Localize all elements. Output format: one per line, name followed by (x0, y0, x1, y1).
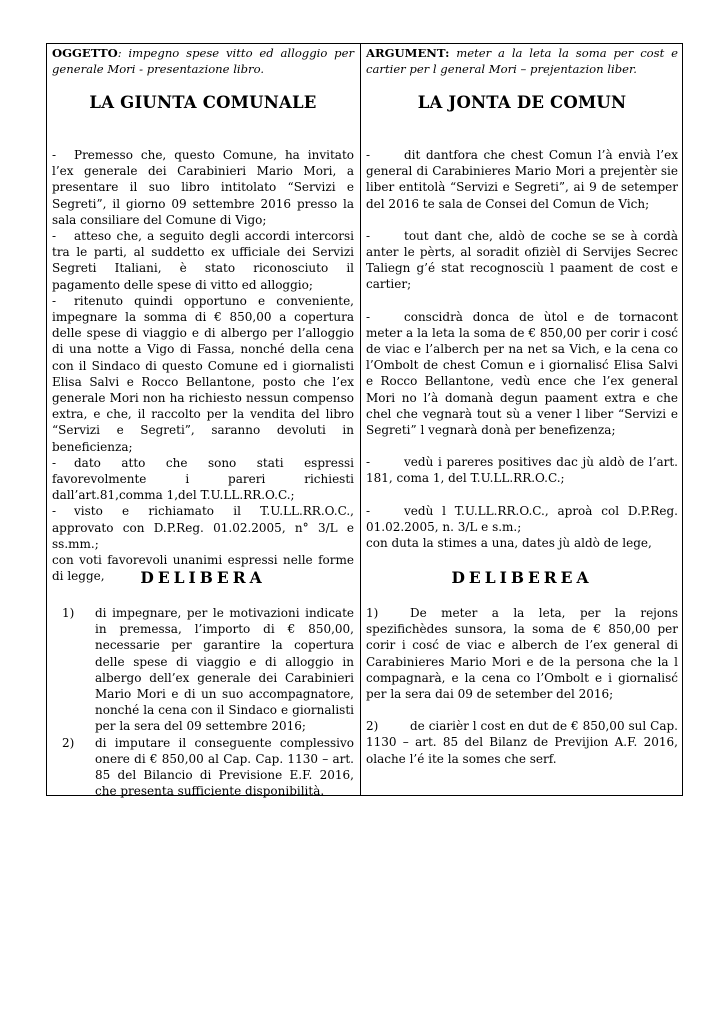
premise-paragraph: - vedù l T.U.LL.RR.O.C., aproà col D.P.Reg. 01.02.2005, n. 3/L e s.m.; (366, 503, 678, 534)
resolution-list (52, 605, 354, 799)
premise-paragraph: - Premesso che, questo Comune, ha invitato l’ex generale dei Carabinieri Mario Mori, a presentare il suo libro intitolato “Servizi e Segreti”, il giorno 09 settembre 2016 presso la sala consiliare del Comune di Vigo; (52, 148, 354, 227)
delibera-heading: DELIBERA (140, 568, 266, 587)
subject-text: meter a la leta la soma per cost e cartier per l general Mori – prejentazion liber. (366, 46, 678, 76)
resolution-list (366, 605, 678, 767)
premise-paragraph: - visto e richiamato il T.U.LL.RR.O.C., approvato con D.P.Reg. 01.02.2005, n° 3/L e ss.mm.; (52, 504, 354, 551)
premises-body (366, 147, 678, 551)
premises-body (52, 147, 354, 584)
premise-paragraph: - ritenuto quindi opportuno e conveniente, impegnare la somma di € 850,00 a copertura delle spese di viaggio e di albergo per l’alloggio di una notte a Vigo di Fassa, nonché della cena con il Sindaco di questo Comune ed i giornalisti Elisa Salvi e Rocco Bellantone, posto che l’ex generale Mori non ha richiesto nessun compenso extra, e che, il raccolto per la vendita del libro “Servizi e Segreti”, saranno devoluti in beneficienza; (52, 293, 354, 454)
subject-label: OGGETTO (52, 46, 118, 60)
premise-paragraph: - conscidrà donca de ùtol e de tornacont meter a la leta la soma de € 850,00 per corir i cosć de viac e l’alberch per na net sa Vich, e la cena co l’Ombolt de chest Comun e i giornalisć Elisa Salvi e Rocco Bellantone, vedù ence che l’ex general Mori no l’à domanà degun paament extra e che chel che vegnarà tout sù a vener l liber “Servizi e Segreti” l vegnarà donà per benefizenza; (366, 309, 678, 438)
deliberea-heading: DELIBEREA (451, 568, 593, 587)
resolution-item: 2) de ciarièr l cost en dut de € 850,00 sul Cap. 1130 – art. 85 del Bilanz de Previjion A.F. 2016, olache l’é ite la somes che serf. (366, 719, 678, 766)
premise-paragraph: - dato atto che sono stati espressi favorevolmente i pareri richiesti dall’art.81,comma 1,del T.U.LL.RR.O.C.; (52, 455, 354, 503)
subject-line (366, 45, 678, 77)
section-heading: LA GIUNTA COMUNALE (89, 93, 317, 112)
section-heading: LA JONTA DE COMUN (417, 93, 627, 112)
closing-line: con voti favorevoli unanimi espressi nelle forme di legge, (52, 553, 354, 584)
subject-label: ARGUMENT: (366, 46, 450, 60)
resolution-item: 2) di imputare il conseguente complessivo onere di € 850,00 al Cap. Cap. 1130 – art. 85 del Bilancio di Previsione E.F. 2016, che presenta sufficiente disponibilità. (62, 735, 354, 799)
premise-paragraph: - vedù i pareres positives dac jù aldò de l’art. 181, coma 1, del T.U.LL.RR.O.C.; (366, 455, 678, 486)
column-divider (360, 44, 361, 795)
resolution-item: 1) di impegnare, per le motivazioni indicate in premessa, l’importo di € 850,00, necessarie per garantire la copertura delle spese di viaggio e di alloggio in albergo dell’ex generale dei Carabinieri Mario Mori e di un suo accompagnatore, nonché la cena con il Sindaco e giornalisti per la sera del 09 settembre 2016; (62, 606, 354, 734)
resolution-item: 1) De meter a la leta, per la rejons spezifichèdes sunsora, la soma de € 850,00 per corir i cosć de viac e alberch de l’ex general di Carabinieres Mario Mori e de la persona che la l compagnarà, e la cena co l’Ombolt e i giornalisć per la sera dai 09 de setember del 2016; (366, 606, 678, 702)
bilingual-resolution-table (46, 43, 683, 799)
closing-line: con duta la stimes a una, dates jù aldò de lege, (366, 536, 652, 551)
subject-line (52, 45, 354, 77)
subject-text: : impegno spese vitto ed alloggio per generale Mori - presentazione libro. (52, 46, 354, 76)
premise-paragraph: - tout dant che, aldò de coche se se à cordà anter le pèrts, al soradit ofizièl di Servijes Secrec Taliegn g’é stat recognosciù l paament de cost e cartier; (366, 228, 678, 292)
premise-paragraph: - dit dantfora che chest Comun l’à envià l’ex general di Carabinieres Mario Mori a prejentèr sie liber entitolà “Servizi e Segreti”, ai 9 de setemper del 2016 te sala de Consei del Comun de Vich; (366, 148, 678, 211)
premise-paragraph: - atteso che, a seguito degli accordi intercorsi tra le parti, al suddetto ex ufficiale dei Servizi Segreti Italiani, è stato riconosciuto il pagamento delle spese di vitto ed alloggio; (52, 229, 354, 292)
